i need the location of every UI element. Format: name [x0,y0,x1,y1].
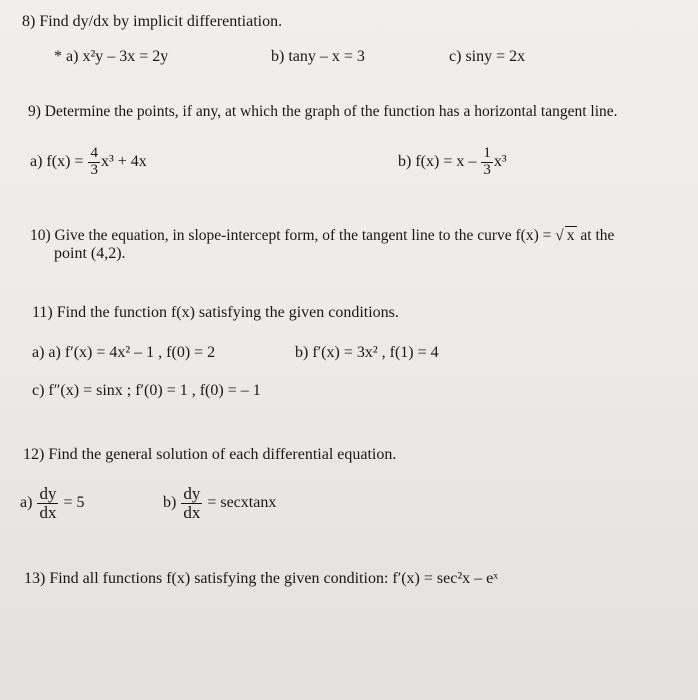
question-11c: c) f″(x) = sinx ; f′(0) = 1 , f(0) = – 1 [32,382,261,399]
sqrt-radicand: x [566,227,575,244]
q12b-rhs: = secxtanx [207,494,277,512]
question-12b [163,485,276,522]
question-12a [20,485,84,522]
q9b-rest: x³ [493,152,507,170]
q9b-numerator: 1 [483,145,491,161]
question-8c [449,48,525,66]
q8a-label: a) [66,48,79,65]
q9b-fraction [481,146,493,179]
q8c-label: c) [449,48,462,65]
q12b-numerator: dy [183,484,201,503]
q12b-denominator: dx [183,502,201,522]
q12a-denominator: dx [39,502,57,522]
q12b-label: b) [163,494,177,512]
q9b-lhs: b) f(x) = x – [398,152,481,170]
q12a-derivative [37,485,58,522]
q9a-denominator: 3 [90,161,98,178]
question-12-title: 12) Find the general solution of each differential equation. [23,446,397,463]
question-8b [271,48,365,66]
q12a-label: a) [20,494,33,512]
question-13: 13) Find all functions f(x) satisfying the given condition: f′(x) = sec²x – eˣ [24,570,498,587]
question-10-line2: point (4,2). [54,245,126,262]
q8b-equation: tany – x = 3 [288,48,365,65]
asterisk-mark: * [54,48,62,65]
question-11a: a) a) f′(x) = 4x² – 1 , f(0) = 2 [32,344,216,361]
q12b-derivative [181,485,202,522]
q8a-equation: x²y – 3x = 2y [82,48,169,65]
question-9-title: 9) Determine the points, if any, at which the graph of the function has a horizontal tangent line. [28,103,618,120]
question-9a [30,146,147,179]
q8b-label: b) [271,48,285,65]
q12a-rhs: = 5 [63,494,85,512]
q9a-numerator: 4 [90,145,98,161]
q9a-rest: x³ + 4x [100,152,147,170]
q9a-lhs: a) f(x) = [30,152,88,170]
q8c-equation: siny = 2x [465,48,526,65]
question-8a [54,48,168,66]
q10-text-end: at the [576,227,615,244]
q9a-fraction [88,146,100,179]
question-8-title: 8) Find dy/dx by implicit differentiation. [22,13,283,30]
question-10-line1 [30,226,614,245]
question-11b: b) f′(x) = 3x² , f(1) = 4 [295,344,439,361]
question-11-title: 11) Find the function f(x) satisfying the given conditions. [32,304,399,321]
q12a-numerator: dy [39,484,57,503]
q10-text: 10) Give the equation, in slope-intercept form, of the tangent line to the curve f(x) = [30,227,556,244]
q9b-denominator: 3 [483,161,491,178]
question-9b [398,146,507,179]
sqrt-sign: √ [555,227,564,244]
